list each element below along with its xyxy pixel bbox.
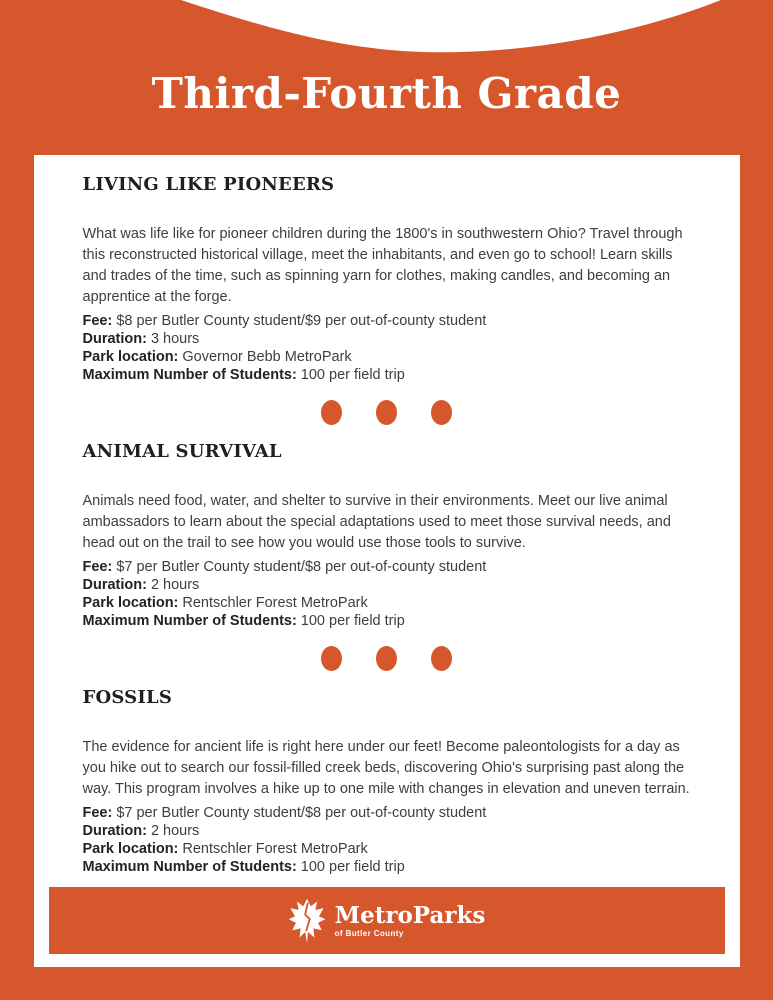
- detail-value: $7 per Butler County student/$8 per out-of-county student: [116, 559, 487, 575]
- detail-label: Duration:: [82, 331, 147, 347]
- brand-name: MetroParks: [334, 901, 486, 929]
- section-fossils: [83, 689, 691, 876]
- detail-value: $8 per Butler County student/$9 per out-of-county student: [116, 313, 487, 329]
- separator-dot-icon: [431, 400, 452, 425]
- detail-value: 100 per field trip: [300, 613, 405, 629]
- section-animal-survival: [83, 443, 691, 630]
- section-heading: LIVING LIKE PIONEERS: [82, 174, 335, 195]
- section-separator: [83, 646, 691, 671]
- detail-row: [83, 330, 691, 348]
- detail-row: [83, 822, 691, 840]
- detail-row: [83, 366, 691, 384]
- detail-value: Rentschler Forest MetroPark: [182, 595, 368, 611]
- separator-dot-icon: [376, 400, 397, 425]
- detail-label: Maximum Number of Students:: [82, 613, 297, 629]
- footer-brand-bar: [49, 887, 725, 954]
- separator-dot-icon: [376, 646, 397, 671]
- detail-value: 2 hours: [150, 577, 200, 593]
- detail-label: Park location:: [82, 595, 179, 611]
- detail-row: [83, 804, 691, 822]
- section-description: Animals need food, water, and shelter to survive in their environments. Meet our live animal ambassadors to learn about the special adaptations used to meet those survival needs, and head out on the trail to see how you would use those tools to survive.: [82, 493, 671, 551]
- detail-row: [83, 612, 691, 630]
- content-card: [34, 155, 740, 967]
- separator-dot-icon: [431, 646, 452, 671]
- detail-label: Maximum Number of Students:: [82, 859, 297, 875]
- detail-label: Fee:: [82, 805, 113, 821]
- separator-dot-icon: [321, 400, 342, 425]
- detail-row: [83, 840, 691, 858]
- page-title: Third-Fourth Grade: [151, 69, 622, 118]
- detail-value: Governor Bebb MetroPark: [182, 349, 352, 365]
- detail-value: 2 hours: [150, 823, 200, 839]
- section-living-like-pioneers: [83, 176, 691, 384]
- detail-label: Fee:: [82, 313, 113, 329]
- separator-dot-icon: [321, 646, 342, 671]
- detail-value: Rentschler Forest MetroPark: [182, 841, 368, 857]
- section-description: What was life like for pioneer children during the 1800's in southwestern Ohio? Travel through this reconstructed historical village, meet the inhabitants, and even go to school! Learn skills and trades of the time, such as spinning yarn for clothes, making candles, and becoming an apprentice at the forge.: [82, 226, 683, 305]
- detail-label: Duration:: [82, 577, 147, 593]
- section-heading: FOSSILS: [82, 687, 173, 708]
- detail-label: Park location:: [82, 349, 179, 365]
- detail-value: 3 hours: [150, 331, 200, 347]
- brand-text: [334, 901, 486, 938]
- oak-leaf-icon: [288, 898, 326, 944]
- section-description: The evidence for ancient life is right here under our feet! Become paleontologists for a day as you hike out to search our fossil-filled creek beds, discovering Ohio's surprising past along the way. This program involves a hike up to one mile with changes in elevation and uneven terrain.: [82, 739, 690, 797]
- detail-value: 100 per field trip: [300, 859, 405, 875]
- detail-row: [83, 348, 691, 366]
- detail-row: [83, 576, 691, 594]
- detail-label: Maximum Number of Students:: [82, 367, 297, 383]
- detail-label: Fee:: [82, 559, 113, 575]
- section-separator: [83, 400, 691, 425]
- detail-row: [83, 858, 691, 876]
- detail-value: $7 per Butler County student/$8 per out-of-county student: [116, 805, 487, 821]
- hero-header: [0, 0, 773, 155]
- section-heading: ANIMAL SURVIVAL: [82, 441, 282, 462]
- detail-label: Duration:: [82, 823, 147, 839]
- brand-subtitle: of Butler County: [334, 928, 404, 938]
- detail-label: Park location:: [82, 841, 179, 857]
- detail-row: [83, 558, 691, 576]
- detail-row: [83, 594, 691, 612]
- card-content: [34, 155, 740, 876]
- detail-row: [83, 312, 691, 330]
- detail-value: 100 per field trip: [300, 367, 405, 383]
